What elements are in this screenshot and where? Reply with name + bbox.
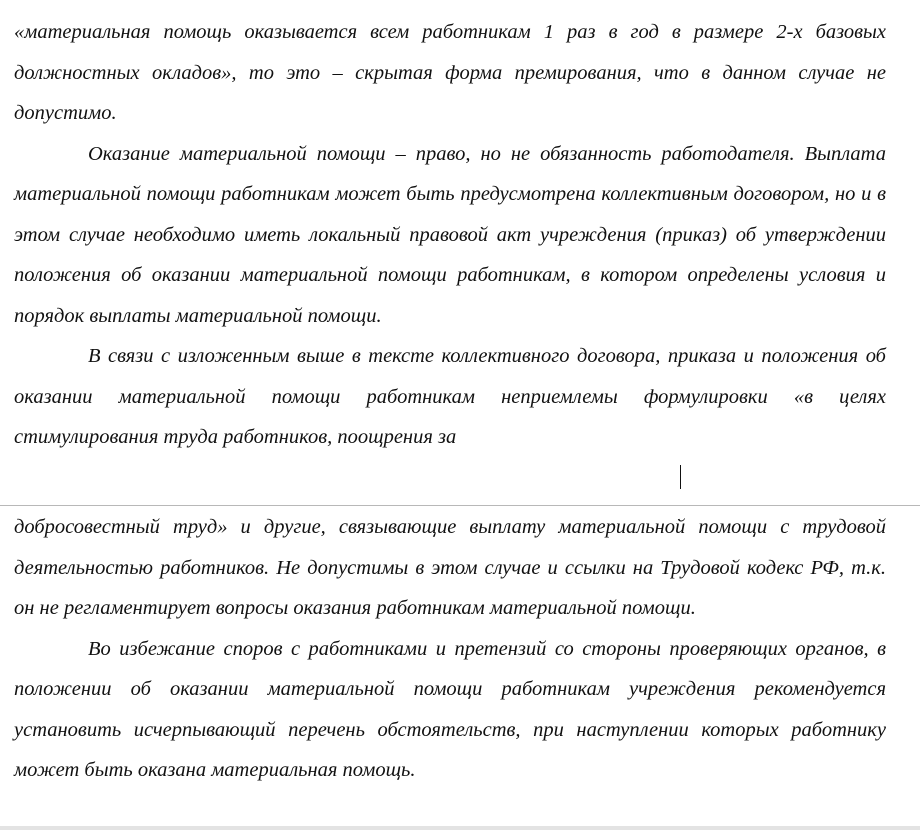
paragraph-unacceptable-wording[interactable]: В связи с изложенным выше в тексте коллективного договора, приказа и положения об оказании материальной помощи работникам неприемлемы формулировки «в целях стимулирования труда работников, поощрения за [14, 345, 886, 448]
document-page-bottom[interactable] [0, 507, 920, 830]
paragraph-continuation-next-page[interactable]: добросовестный труд» и другие, связывающие выплату материальной помощи с трудовой деятельностью работников. Не допустимы в этом случае и ссылки на Трудовой кодекс РФ, т.к. он не регламентирует вопросы оказания работникам материальной помощи. [14, 516, 886, 619]
page-break-divider [0, 505, 920, 506]
paragraph-continuation[interactable]: «материальная помощь оказывается всем работникам 1 раз в год в размере 2-х базовых должностных окладов», то это – скрытая форма премирования, что в данном случае не допустимо. [14, 21, 886, 124]
paragraph-avoid-disputes[interactable]: Во избежание споров с работниками и претензий со стороны проверяющих органов, в положении об оказании материальной помощи работникам учреждения рекомендуется установить исчерпывающий перечень обстоятельств, при наступлении которых работнику может быть оказана материальная помощь. [14, 637, 886, 781]
page-top-text[interactable] [14, 12, 886, 458]
cropped-first-line [14, 0, 886, 9]
text-cursor [680, 465, 681, 489]
page-bottom-text[interactable] [14, 507, 886, 791]
paragraph-material-aid-right[interactable]: Оказание материальной помощи – право, но не обязанность работодателя. Выплата материальной помощи работникам может быть предусмотрена коллективным договором, но и в этом случае необходимо иметь локальный правовой акт учреждения (приказ) об утверждении положения об оказании материальной помощи работникам, в котором определены условия и порядок выплаты материальной помощи. [14, 142, 886, 327]
page-bottom-edge [0, 826, 920, 830]
